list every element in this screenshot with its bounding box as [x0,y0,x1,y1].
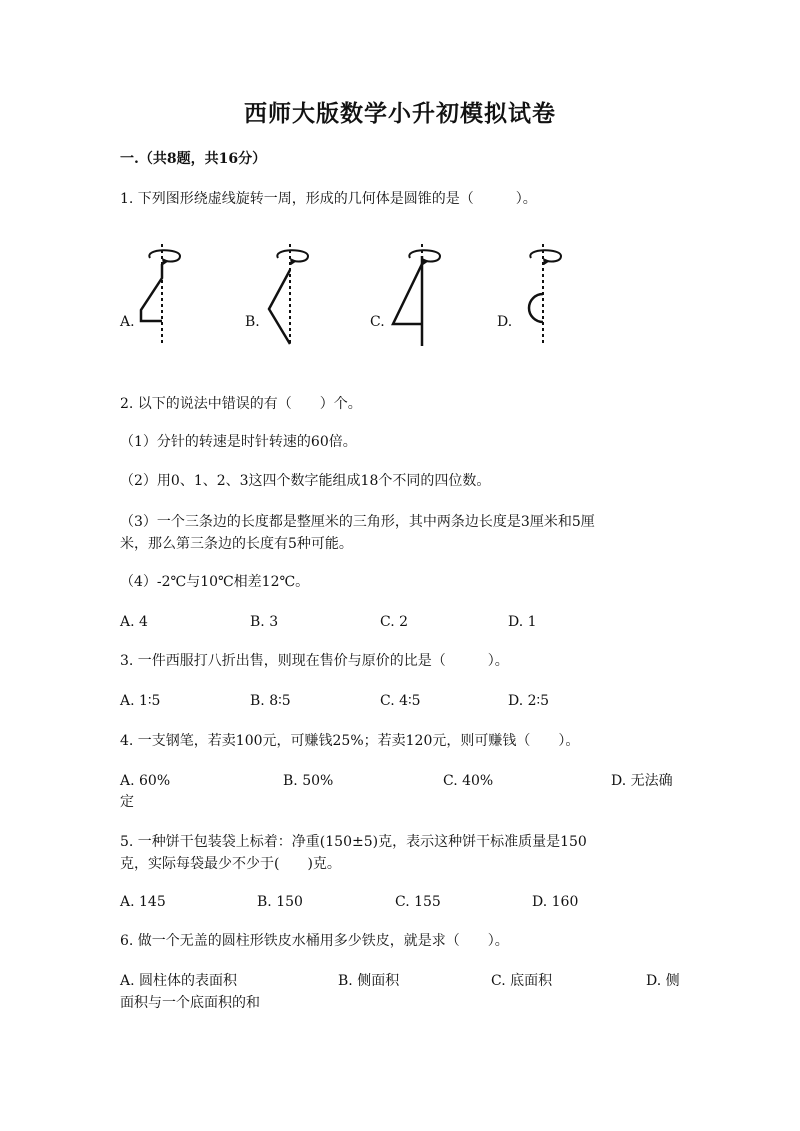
question-3-text: 3. 一件西服打八折出售，则现在售价与原价的比是（ ）。 [120,653,509,669]
question-4-text: 4. 一支钢笔，若卖100元，可赚钱25%；若卖120元，则可赚钱（ ）。 [120,733,580,749]
q4-option-c: C. 40% [443,773,494,789]
q6-option-c: C. 底面积 [491,973,553,989]
q6-option-b: B. 侧面积 [338,973,400,989]
statement-3-line-1: （3）一个三条边的长度都是整厘米的三角形，其中两条边长度是3厘米和5厘 [120,514,595,530]
q3-option-b: B. 8∶5 [250,693,291,709]
q3-option-a: A. 1∶5 [120,693,161,709]
question-1-text: 1. 下列图形绕虚线旋转一周，形成的几何体是圆锥的是（ ）。 [120,191,537,207]
figure-d [517,242,567,356]
q3-option-c: C. 4∶5 [380,693,421,709]
question-6-text: 6. 做一个无盖的圆柱形铁皮水桶用多少铁皮，就是求（ ）。 [120,933,509,949]
q4-option-a: A. 60% [120,773,171,789]
q4-option-d: D. 无法确 [611,773,673,789]
option-b-label: B. [245,314,260,330]
q2-option-b: B. 3 [250,614,279,630]
q2-option-c: C. 2 [380,614,409,630]
option-a-label: A. [120,314,135,330]
q3-option-d: D. 2∶5 [508,693,550,709]
question-5-line-2: 克，实际每袋最少不少于( )克。 [120,856,341,872]
statement-1: （1）分针的转速是时针转速的60倍。 [120,434,357,450]
q5-option-a: A. 145 [120,894,166,910]
statement-4: （4）-2℃与10℃相差12℃。 [120,574,310,590]
figure-c [396,242,446,356]
question-5-line-1: 5. 一种饼干包装袋上标着：净重(150±5)克，表示这种饼干标准质量是150 [120,834,587,850]
statement-2: （2）用0、1、2、3这四个数字能组成18个不同的四位数。 [120,473,491,489]
section-heading: 一.（共8题，共16分） [120,151,267,167]
q5-option-c: C. 155 [395,894,441,910]
q4-option-b: B. 50% [283,773,334,789]
q2-option-a: A. 4 [120,614,148,630]
q5-option-d: D. 160 [532,894,579,910]
option-c-label: C. [370,314,385,330]
page-title: 西师大版数学小升初模拟试卷 [244,100,556,127]
statement-3-line-2: 米，那么第三条边的长度有5种可能。 [120,536,353,552]
q5-option-b: B. 150 [257,894,303,910]
figure-b [264,242,314,356]
q6-option-d: D. 侧 [646,973,680,989]
q2-option-d: D. 1 [508,614,537,630]
option-d-label: D. [497,314,513,330]
q4-option-d-wrap: 定 [120,794,134,810]
q6-option-a: A. 圆柱体的表面积 [120,973,238,989]
question-2-text: 2. 以下的说法中错误的有（ ）个。 [120,396,362,412]
figure-a [136,242,186,356]
q6-option-d-wrap: 面积与一个底面积的和 [120,995,260,1011]
